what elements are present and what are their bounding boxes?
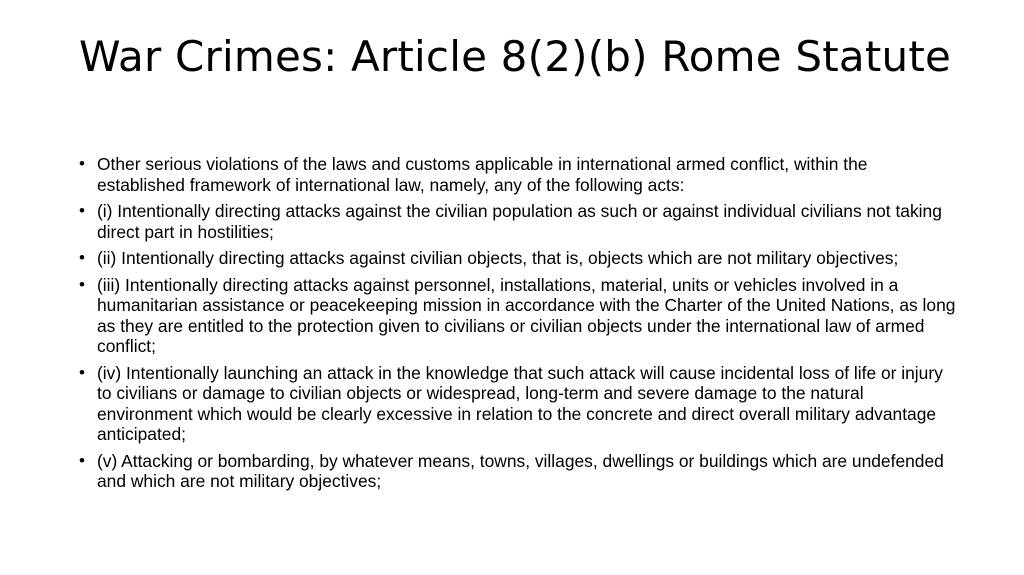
slide-title: War Crimes: Article 8(2)(b) Rome Statute (79, 32, 952, 81)
bullet-item (79, 201, 959, 242)
bullet-text: (iv) Intentionally launching an attack in the knowledge that such attack will cause incidental loss of life or injury to civilians or damage to civilian objects or widespread, long-term and severe damage to the natural environment which would be clearly excessive in relation to the concrete and direct overall military advantage anticipated; (97, 362, 943, 444)
bullet-dot-icon: • (79, 201, 85, 220)
bullet-text: Other serious violations of the laws and customs applicable in international armed conflict, within the established framework of international law, namely, any of the following acts: (97, 154, 868, 195)
bullet-dot-icon: • (79, 274, 85, 294)
bullet-dot-icon: • (79, 154, 85, 173)
bullet-dot-icon: • (79, 362, 85, 382)
bullet-item (79, 451, 959, 492)
bullet-dot-icon: • (79, 450, 85, 470)
bullet-list (79, 154, 959, 498)
bullet-item (79, 248, 959, 269)
bullet-text: (v) Attacking or bombarding, by whatever means, towns, villages, dwellings or buildings which are undefended and which are not military objectives; (97, 450, 944, 491)
bullet-item (79, 363, 959, 445)
bullet-text: (i) Intentionally directing attacks against the civilian population as such or against individual civilians not taking direct part in hostilities; (97, 201, 942, 242)
bullet-item (79, 154, 959, 195)
bullet-text: (ii) Intentionally directing attacks against civilian objects, that is, objects which are not military objectives; (97, 248, 899, 268)
bullet-item (79, 275, 959, 357)
bullet-dot-icon: • (79, 248, 85, 267)
bullet-text: (iii) Intentionally directing attacks against personnel, installations, material, units or vehicles involved in a humanitarian assistance or peacekeeping mission in accordance with the Charter of the United Nations, as long as they are entitled to the protection given to civilians or civilian objects under the international law of armed conflict; (97, 274, 956, 356)
